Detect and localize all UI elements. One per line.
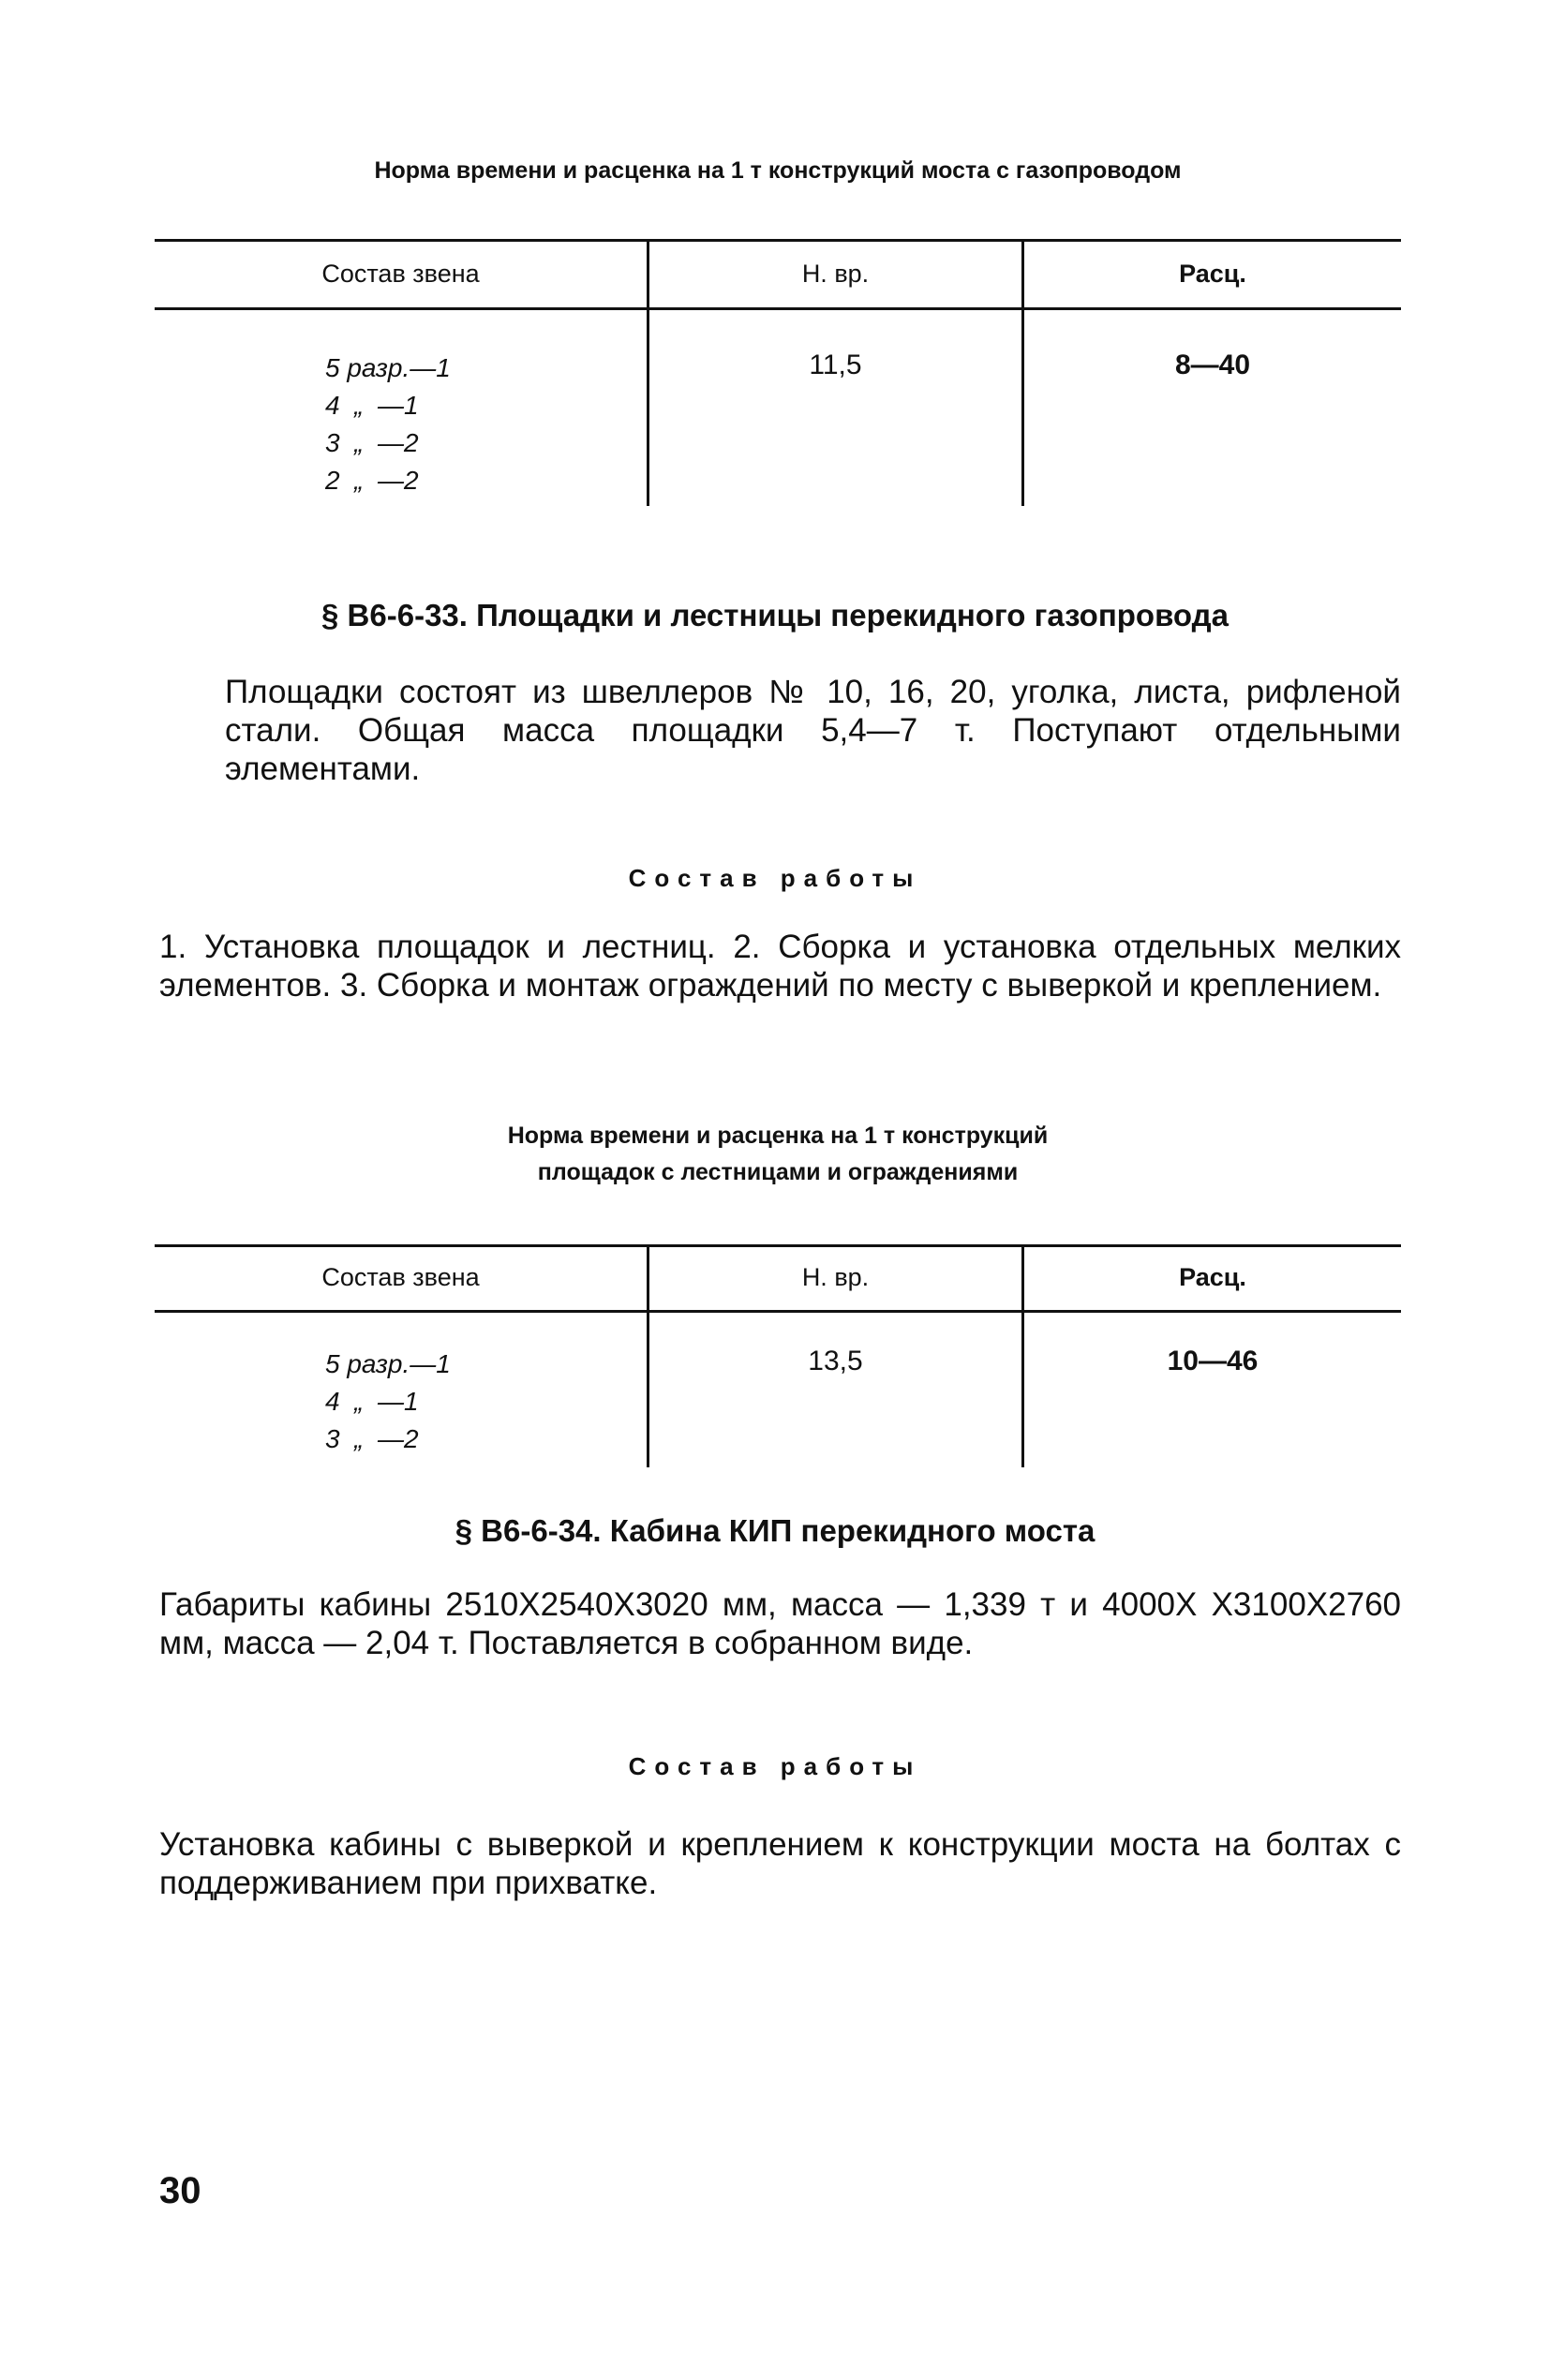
header-time-norm: Н. вр. (801, 260, 870, 288)
table2-title-line1: Норма времени и расценка на 1 т конструкций (507, 1123, 1049, 1149)
table-top-rule (155, 1244, 1401, 1247)
work-composition-text: 1. Установка площадок и лестниц. 2. Сборка и установка отдельных мелких элементов. 3. Сборка и монтаж ограждений по месту с выверкой и креплением. (159, 929, 1401, 1004)
crew-list (325, 1346, 451, 1458)
table-top-rule (155, 239, 1401, 242)
page-number: 30 (159, 2170, 201, 2211)
section-b6-6-33-title: § В6-6-33. Площадки и лестницы перекидного газопровода (321, 598, 1229, 632)
crew-row: 5 разр.—1 (325, 1349, 451, 1378)
rate-value: 8—40 (1174, 350, 1251, 380)
time-norm-value: 11,5 (809, 350, 862, 380)
crew-row: 5 разр.—1 (325, 353, 451, 382)
header-rate: Расц. (1179, 260, 1246, 288)
norm-table-2 (155, 1244, 1401, 1469)
header-crew: Состав звена (321, 260, 480, 288)
header-time-norm: Н. вр. (801, 1263, 870, 1291)
header-crew: Состав звена (321, 1263, 480, 1291)
table-header-rule (155, 1310, 1401, 1313)
crew-row: 3 „ —2 (325, 1424, 419, 1453)
section-b6-6-34-description: Габариты кабины 2510Х2540Х3020 мм, масса — 1,339 т и 4000Х Х3100Х2760 мм, масса — 2,04 т. Поставляется в собранном виде. (159, 1586, 1401, 1661)
crew-row: 2 „ —2 (325, 466, 419, 495)
crew-row: 3 „ —2 (325, 428, 419, 457)
work-composition-text: Установка кабины с выверкой и креплением к конструкции моста на болтах с поддерживанием при прихватке. (159, 1826, 1401, 1901)
table-header-rule (155, 307, 1401, 310)
rate-value: 10—46 (1167, 1346, 1259, 1376)
crew-row: 4 „ —1 (325, 391, 419, 420)
crew-row: 4 „ —1 (325, 1387, 419, 1416)
table2-title-line2: площадок с лестницами и ограждениями (537, 1159, 1019, 1185)
work-composition-heading: Состав работы (628, 864, 922, 892)
time-norm-value: 13,5 (808, 1346, 863, 1376)
table1-title: Норма времени и расценка на 1 т конструкций моста с газопроводом (374, 157, 1182, 184)
header-rate: Расц. (1179, 1263, 1246, 1291)
crew-list (325, 350, 451, 499)
work-composition-heading: Состав работы (628, 1752, 922, 1780)
section-b6-6-34-title: § В6-6-34. Кабина КИП перекидного моста (455, 1513, 1095, 1548)
section-b6-6-33-description: Площадки состоят из швеллеров № 10, 16, 20, уголка, листа, рифленой стали. Общая масса площадки 5,4—7 т. Поступают отдельными элементами. (225, 674, 1401, 787)
norm-table-1 (155, 239, 1401, 511)
